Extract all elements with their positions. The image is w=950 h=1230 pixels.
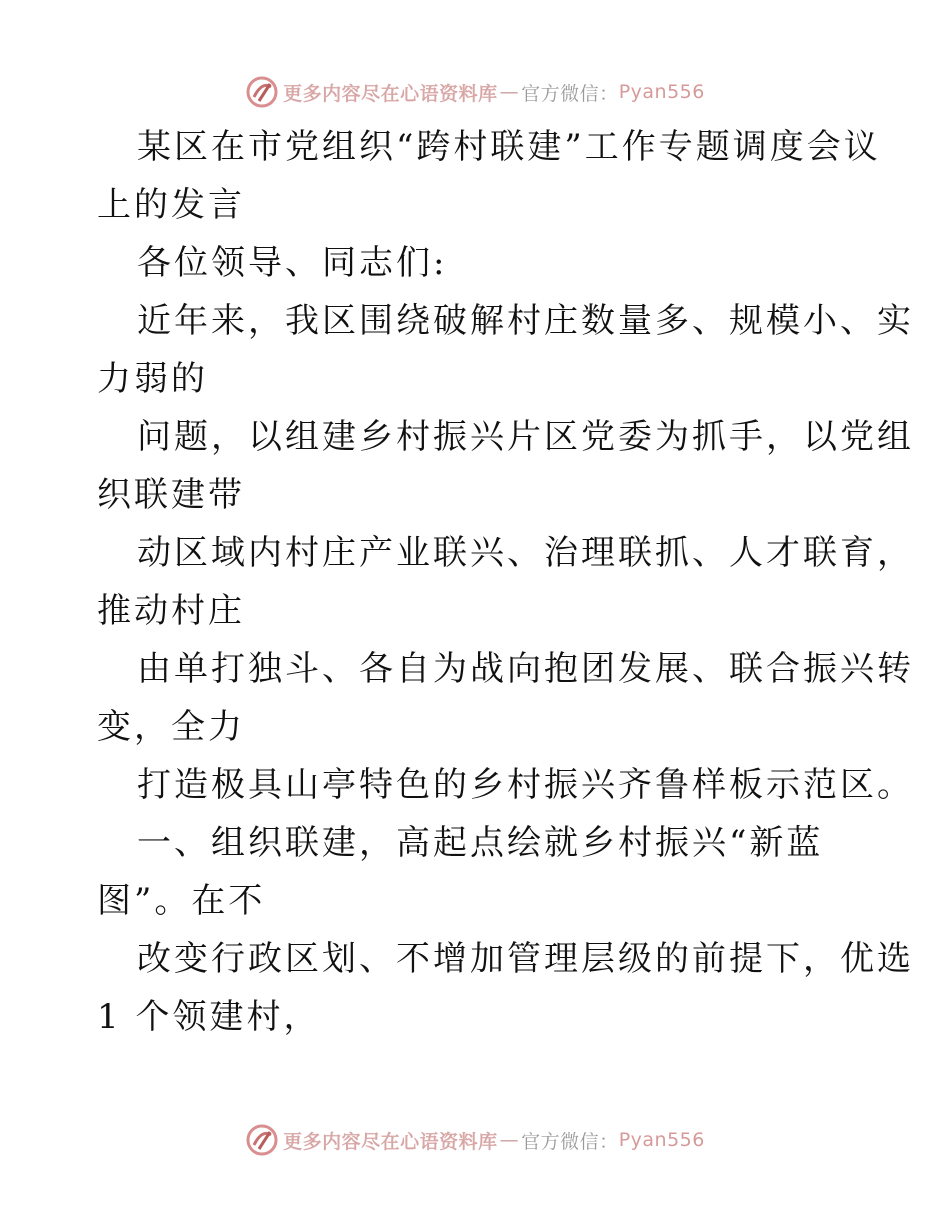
text-line: 动区域内村庄产业联兴、治理联抓、人才联育， — [137, 533, 914, 573]
watermark-top — [0, 72, 950, 112]
watermark-wechat-id: Pyan556 — [618, 81, 705, 103]
text-line: 上的发言 — [97, 185, 245, 225]
text-line: 问题，以组建乡村振兴片区党委为抓手，以党组 — [137, 417, 914, 457]
watermark-dash: — — [499, 1129, 520, 1151]
text-line: 变，全力 — [97, 707, 245, 747]
brand-logo-icon — [245, 75, 279, 109]
watermark-wechat-id: Pyan556 — [618, 1129, 705, 1151]
text-line: 图”。在不 — [97, 881, 266, 921]
text-line: 织联建带 — [97, 475, 245, 515]
watermark-bottom — [0, 1120, 950, 1160]
text-line: 1 个领建村， — [97, 997, 321, 1037]
text-line: 各位领导、同志们: — [137, 243, 448, 283]
text-line: 改变行政区划、不增加管理层级的前提下，优选 — [137, 939, 914, 979]
text-line: 推动村庄 — [97, 591, 245, 631]
text-line: 力弱的 — [97, 359, 208, 399]
watermark-official-label: 官方微信： — [521, 1130, 619, 1153]
brand-logo-icon — [245, 1123, 279, 1157]
text-line: 打造极具山亭特色的乡村振兴齐鲁样板示范区。 — [137, 765, 914, 805]
text-line: 由单打独斗、各自为战向抱团发展、联合振兴转 — [137, 649, 914, 689]
text-line: 某区在市党组织“跨村联建”工作专题调度会议 — [137, 127, 881, 167]
text-line: 一、组织联建，高起点绘就乡村振兴“新蓝 — [137, 823, 824, 863]
watermark-official-label: 官方微信： — [521, 82, 619, 105]
watermark-dash: — — [499, 81, 520, 103]
watermark-brand: 更多内容尽在心语资料库 — [283, 1130, 498, 1153]
watermark-brand: 更多内容尽在心语资料库 — [283, 82, 498, 105]
document-body — [97, 118, 914, 1046]
text-line: 近年来，我区围绕破解村庄数量多、规模小、实 — [137, 301, 914, 341]
